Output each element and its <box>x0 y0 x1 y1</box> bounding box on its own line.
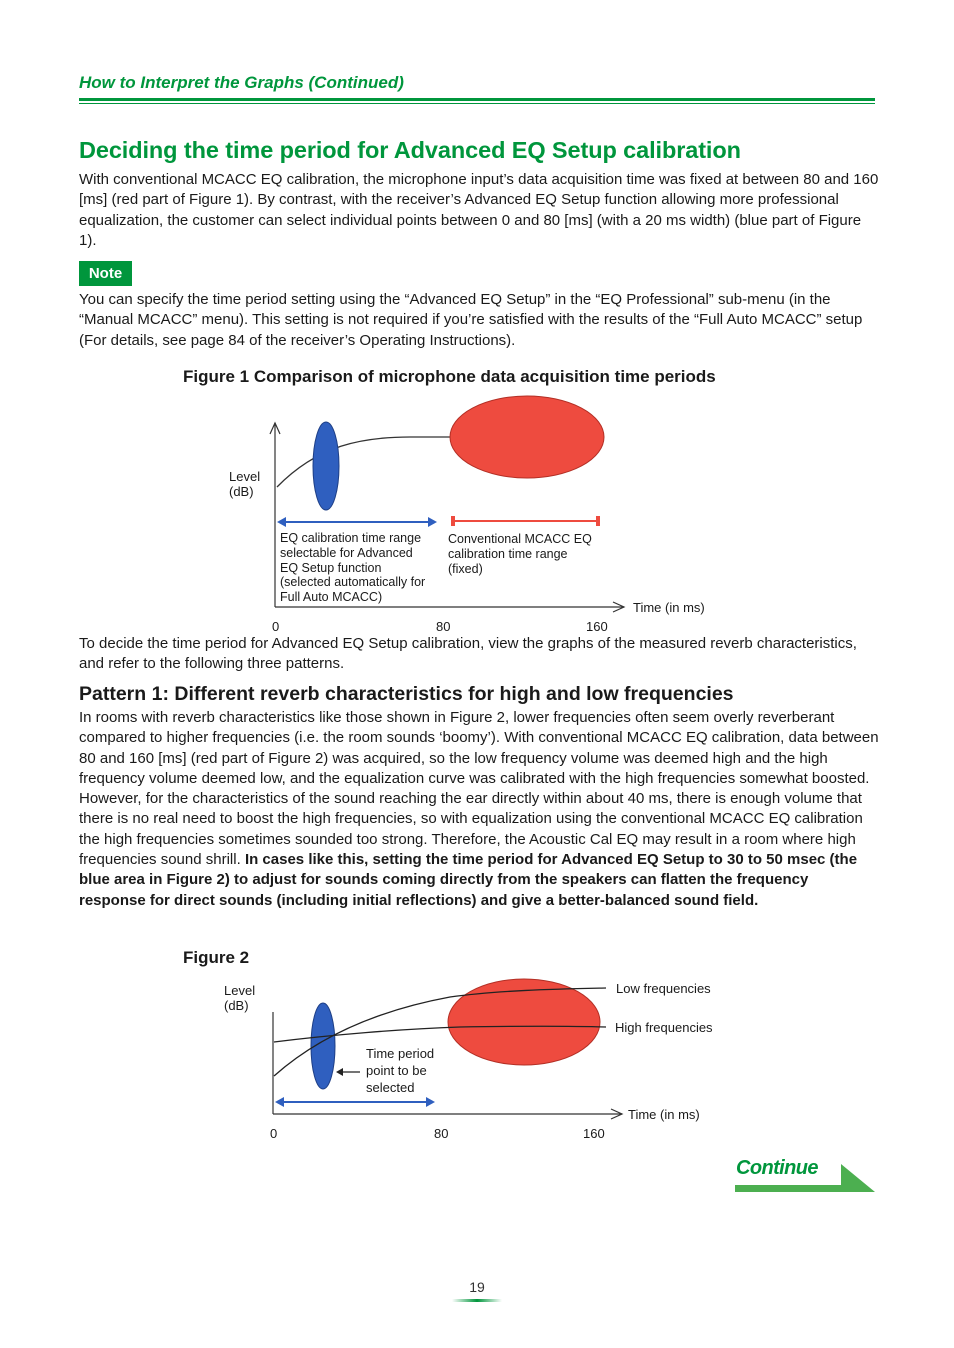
figure2-tick-0: 0 <box>270 1126 278 1141</box>
figure2-xlabel: Time (in ms) <box>628 1107 700 1122</box>
page-number: 19 <box>469 1279 485 1295</box>
figure1-blue-caption: EQ calibration time range selectable for Advanced EQ Setup function (selected automatically for Full Auto MCACC) <box>280 531 426 605</box>
page-title: Deciding the time period for Advanced EQ Setup calibration <box>79 137 741 163</box>
figure1-tick-0: 0 <box>272 619 280 634</box>
continue-label: Continue <box>736 1157 818 1179</box>
figure2-high-label: High frequencies <box>615 1020 713 1035</box>
figure1-tick-160: 160 <box>586 619 608 634</box>
figure2-pointer-caption: Time period point to be selected <box>366 1046 435 1095</box>
note-paragraph: You can specify the time period setting using the “Advanced EQ Setup” in the “EQ Professional” sub-menu (in the “Manual MCACC” menu). This setting is not required if you’re satisfied with the results of the “Full Auto MCACC” setup (For details, see page 84 of the receiver’s Operating Instructions). <box>79 291 863 349</box>
figure2-ylabel: Level (dB) <box>224 983 256 1013</box>
pattern1-title: Pattern 1: Different reverb characteristics for high and low frequencies <box>79 683 734 705</box>
figure2-title: Figure 2 <box>183 948 250 967</box>
figure1-tick-80: 80 <box>436 619 451 634</box>
note-badge: Note <box>79 261 132 286</box>
pattern1-bold-text: In cases like this, setting the time period for Advanced EQ Setup to 30 to 50 msec (the blue area in Figure 2) to adjust for sounds coming directly from the speakers can flatten the frequency response for direct sounds (including initial reflections) and give a better-balanced sound field. <box>79 851 858 909</box>
figure1-title: Figure 1 Comparison of microphone data acquisition time periods <box>183 367 716 386</box>
figure2-tick-80: 80 <box>434 1126 449 1141</box>
intro-paragraph: With conventional MCACC EQ calibration, the microphone input’s data acquisition time was fixed at between 80 and 160 [ms] (red part of Figure 1). By contrast, with the receiver’s Advanced EQ Setup function allowing more professional equalization, the customer can select individual points between 0 and 80 [ms] (with a 20 ms width) (blue part of Figure 1). <box>79 171 879 249</box>
section-header: How to Interpret the Graphs (Continued) <box>79 73 404 92</box>
figure1-xlabel: Time (in ms) <box>633 600 705 615</box>
after-figure1-paragraph: To decide the time period for Advanced EQ Setup calibration, view the graphs of the measured reverb characteristics, and refer to the following three patterns. <box>79 635 857 673</box>
pattern1-text: In rooms with reverb characteristics like those shown in Figure 2, lower frequencies often seem overly reverberant compared to higher frequencies (i.e. the room sounds ‘boomy’). With conventional MCACC EQ calibration, data between 80 and 160 [ms] (red part of Figure 2) was acquired, so the low frequency volume was deemed high and the high frequency volume deemed low, and the equalization curve was calibrated with the high frequencies somewhat boosted. However, for the characteristics of the sound reaching the ear directly within about 40 ms, there is enough volume that there is no real need to boost the high frequencies, so with equalization using the conventional MCACC EQ calibration the high frequencies sometimes sounded too strong. Therefore, the Acoustic Cal EQ may result in a room where high frequencies sound shrill. <box>79 709 879 869</box>
figure2-low-label: Low frequencies <box>616 981 711 996</box>
figure2-tick-160: 160 <box>583 1126 605 1141</box>
figure1-red-caption: Conventional MCACC EQ calibration time range (fixed) <box>448 532 592 576</box>
figure1-ylabel: Level (dB) <box>229 469 261 499</box>
